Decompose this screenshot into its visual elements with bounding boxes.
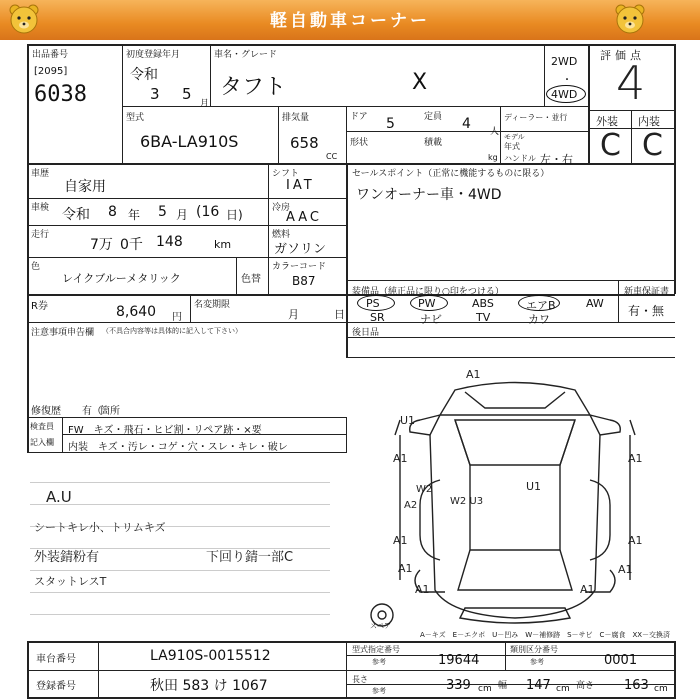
drive-4wd: 4WD — [551, 88, 578, 101]
aircon-value: AAC — [286, 210, 322, 225]
doors-label: ドア — [350, 112, 368, 122]
shape-label: 形状 — [350, 138, 369, 148]
shaken-label: 車検 — [31, 203, 50, 213]
damage-mark-6: W2 — [416, 484, 433, 495]
model-year-label: モデル — [504, 133, 525, 141]
handle-value: 左・右 — [540, 153, 573, 166]
equip-sr: SR — [370, 311, 385, 324]
color-change-label: 色替 — [241, 274, 261, 285]
mileage-sen: 0千 — [120, 237, 143, 253]
shaken-era: 令和 — [62, 207, 90, 223]
model-name: タフト — [220, 75, 287, 100]
damage-mark-8: A2 — [404, 500, 418, 511]
fuel-value: ガソリン — [274, 242, 327, 257]
shaken-month-unit: 月 — [176, 208, 189, 222]
damage-mark-12: A1 — [618, 563, 633, 576]
width-value: 147 — [526, 678, 551, 693]
registration-label: 初度登録年月 — [126, 50, 181, 60]
recycle-unit: 円 — [172, 312, 182, 323]
handle-label: ハンドル — [504, 154, 536, 163]
interior-grade: C — [642, 128, 663, 163]
doors-value: 5 — [386, 116, 395, 132]
warranty-label: 新車保証書 — [624, 287, 670, 297]
plate-value: 秋田 583 け 1067 — [150, 678, 268, 694]
warranty-value: 有・無 — [628, 304, 665, 318]
dealer-label: ディーラー・並行 — [504, 113, 568, 122]
exterior-grade: C — [600, 128, 621, 163]
equip-leather: カワ — [528, 313, 550, 326]
damage-mark-9: A1 — [393, 534, 408, 547]
equip-airbag-circle — [518, 295, 560, 311]
chassis-label: 車台番号 — [36, 654, 76, 665]
damage-mark-7: W2 U3 — [450, 496, 484, 507]
fuel-label: 燃料 — [272, 230, 291, 240]
grade-label: 評価点 — [600, 49, 645, 62]
length-label: 長さ — [352, 675, 368, 684]
inspection-interior: 内装 キズ・汚レ・コゲ・穴・スレ・キレ・破レ — [68, 442, 288, 453]
shaken-day-unit: 日) — [226, 208, 243, 222]
designation-value: 19644 — [438, 653, 480, 668]
model-year-label-2: 年式 — [504, 142, 520, 151]
capacity-value: 4 — [462, 116, 471, 132]
mileage-unit: km — [214, 238, 232, 251]
damage-mark-2: U1 — [400, 414, 416, 427]
damage-mark-14: A1 — [398, 562, 413, 575]
drive-2wd: 2WD — [551, 55, 578, 68]
damage-mark-13: A1 — [415, 583, 430, 596]
repair-unit: 箇所 — [100, 406, 120, 417]
inspection-exterior: FW キズ・飛石・ヒビ割・リペア跡・×要 — [68, 425, 262, 436]
banner-title: 軽自動車コーナー — [270, 11, 430, 31]
shaken-day: (16 — [196, 204, 220, 220]
inspection-label-2: 記入欄 — [30, 438, 54, 447]
color-code: B87 — [292, 274, 316, 288]
class-ref-label: 参考 — [530, 658, 544, 666]
designation-label: 型式指定番号 — [352, 645, 400, 654]
model-grade: X — [412, 70, 428, 95]
damage-mark-10: A1 — [628, 534, 643, 547]
inspector-note-5: 下回り錆一部C — [206, 550, 294, 565]
lot-code: [2095] — [34, 66, 68, 77]
recycle-label: R券 — [31, 301, 48, 312]
registration-year: 3 — [150, 85, 160, 103]
damage-mark-3: A1 — [393, 452, 408, 465]
interior-label: 内装 — [638, 115, 660, 128]
registration-month: 5 — [182, 85, 192, 103]
plate-label: 登録番号 — [36, 681, 76, 692]
load-unit: kg — [488, 153, 498, 162]
damage-mark-1: A1 — [466, 368, 481, 381]
name-change-label: 名変期限 — [194, 300, 231, 310]
capacity-label: 定員 — [424, 112, 443, 122]
height-unit: cm — [654, 684, 668, 694]
model-name-label: 車名・グレード — [214, 50, 278, 60]
inspector-note-4: スタットレスT — [34, 575, 107, 588]
class-value: 0001 — [604, 653, 638, 668]
capacity-unit: 人 — [490, 127, 500, 137]
registration-month-unit: 月 — [200, 99, 210, 109]
inspector-note-1: A.U — [46, 488, 72, 506]
lot-number: 6038 — [34, 82, 87, 107]
length-value: 339 — [446, 678, 471, 693]
shaken-year-unit: 年 — [128, 208, 141, 222]
bear-mascot-icon — [612, 2, 648, 38]
chassis-value: LA910S-0015512 — [150, 648, 271, 664]
width-unit: cm — [556, 684, 570, 694]
sales-point-label: セールスポイント（正常に機能するものに限る） — [352, 169, 550, 179]
notes-sub: （不具合内容等は具体的に記入して下さい） — [102, 327, 242, 335]
recycle-value: 8,640 — [116, 304, 157, 320]
shift-value: IAT — [286, 178, 315, 193]
drive-4wd-circle — [546, 85, 586, 103]
class-label: 類別区分番号 — [510, 645, 558, 654]
notes-label: 注意事項申告欄 — [31, 328, 95, 338]
color-code-label: カラーコード — [272, 262, 327, 272]
grade-score: 4 — [616, 56, 646, 110]
usage-value: 自家用 — [64, 179, 106, 195]
sales-point-value: ワンオーナー車・4WD — [356, 187, 502, 203]
damage-mark-11: A1 — [580, 583, 595, 596]
engine-unit: CC — [326, 152, 338, 161]
inspection-label: 検査員 — [30, 422, 54, 431]
repair-value: 有（ — [82, 406, 102, 417]
length-unit: cm — [478, 684, 492, 694]
equip-pw: PW — [418, 297, 436, 310]
equip-pw-circle — [410, 295, 448, 311]
mileage-man: 7万 — [90, 237, 113, 253]
equipment-label: 装備品（純正品に限り○印をつける） — [352, 287, 504, 297]
equip-aw: AW — [586, 297, 604, 310]
mileage-label: 走行 — [31, 230, 50, 240]
name-change-day: 日 — [334, 308, 345, 321]
equip-airbag: エアB — [526, 299, 556, 312]
load-label: 積載 — [424, 138, 443, 148]
color-value: レイクブルーメタリック — [62, 272, 181, 285]
height-value: 163 — [624, 678, 649, 693]
shaken-year: 8 — [108, 204, 117, 220]
equip-navi: ナビ — [420, 313, 442, 326]
shift-label: シフト — [272, 169, 300, 179]
lot-label: 出品番号 — [32, 50, 69, 60]
inspector-note-3: 外装錆粉有 — [34, 550, 100, 565]
mileage-rest: 148 — [156, 234, 183, 250]
exterior-label: 外装 — [596, 115, 618, 128]
damage-mark-5: U1 — [526, 480, 542, 493]
size-ref-label: 参考 — [372, 687, 386, 695]
width-label: 幅 — [498, 681, 508, 691]
type-label: 型式 — [126, 113, 145, 123]
equip-abs: ABS — [472, 297, 494, 310]
damage-mark-4: A1 — [628, 452, 643, 465]
designation-ref-label: 参考 — [372, 658, 386, 666]
aftermarket-label: 後日品 — [352, 328, 380, 338]
shaken-month: 5 — [158, 204, 167, 220]
name-change-month: 月 — [288, 308, 299, 321]
damage-legend: A－キズ E－エクボ U－凹み W－補修跡 S－サビ C－腐食 XX－交換済 — [420, 631, 671, 639]
model-type: 6BA-LA910S — [140, 132, 239, 151]
equip-ps: PS — [366, 297, 380, 310]
equip-ps-circle — [357, 295, 395, 311]
engine-label: 排気量 — [282, 113, 310, 123]
registration-era: 令和 — [130, 67, 158, 83]
aircon-label: 冷房 — [272, 203, 291, 213]
inspector-note-2: シートキレ小、トリムキズ — [34, 521, 166, 534]
engine-value: 658 — [290, 134, 319, 152]
height-label: 高さ — [576, 681, 595, 691]
drive-dot: ・ — [562, 75, 572, 86]
usage-label: 車歴 — [31, 169, 50, 179]
color-label: 色 — [31, 262, 41, 272]
spare-label: スペア — [370, 622, 391, 630]
equip-tv: TV — [476, 311, 491, 324]
repair-label: 修復歴 — [31, 406, 61, 417]
